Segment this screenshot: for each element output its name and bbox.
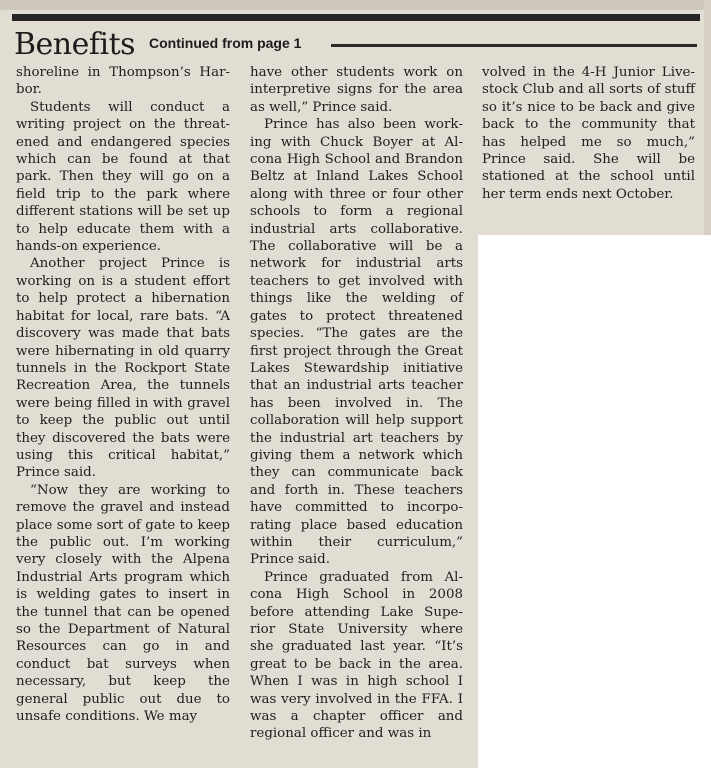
paragraph: shoreline in Thompson’s Harbor. [16,65,230,98]
paragraph: Prince has also been working with Chuck Boyer at Alcona High School and Brandon Beltz at Inland Lakes School along with three or four other schools to form a regional industrial arts collaborative. The collaborative will be a network for industrial arts teachers to get involved with things like the welding of gates to protect threatened species. “The gates are the first project through the Great Lakes Stewardship initiative that an industrial arts teacher has been involved in. The collaboration will help support the industrial art teachers by giving them a network which they can communicate back and forth in. These teachers have committed to incorporating place based education within their curriculum,” Prince said. [250,117,463,568]
paragraph: Prince graduated from Alcona High School in 2008 before attending Lake Superior State University where she graduated last year. “It’s great to be back in the area. When I was in high school I was very involved in the FFA. I was a chapter officer and regional officer and was in [250,569,463,742]
page-edge [704,0,711,235]
paragraph: have other students work on interpretive signs for the area as well,” Prince said. [250,65,463,115]
blank-area [478,235,711,768]
paragraph: “Now they are working to remove the gravel and instead place some sort of gate to keep the public out. I’m working very closely with the Alpena Industrial Arts program which is welding gates to insert in the tunnel that can be opened so the Department of Natural Resources can go in and conduct bat surveys when necessary, but keep the general public out due to unsafe conditions. We may [16,482,230,725]
paragraph: Another project Prince is working on is a student effort to help protect a hibernation habitat for local, rare bats. “A discovery was made that bats were hibernating in old quarry tunnels in the Rockport State Recreation Area, the tunnels were being filled in with gravel to keep the public out until they discovered the bats were using this critical habitat,” Prince said. [16,256,230,481]
top-rule [12,14,700,21]
column-2 [250,64,463,743]
headline: Benefits [14,27,136,62]
headline-rule [331,44,697,47]
paragraph: Students will conduct a writing project on the threatened and endangered species which can be found at that park. Then they will go on a field trip to the park where different stations will be set up to help educate them with a hands-on experience. [16,99,230,255]
column-1 [16,64,230,725]
paragraph: volved in the 4-H Junior Livestock Club and all sorts of stuff so it’s nice to be back and give back to the community that has helped me so much,” Prince said. She will be stationed at the school until her term ends next October. [482,65,695,202]
column-3 [482,64,695,203]
jumpline: Continued from page 1 [149,35,302,51]
previous-article-strip [0,0,711,10]
